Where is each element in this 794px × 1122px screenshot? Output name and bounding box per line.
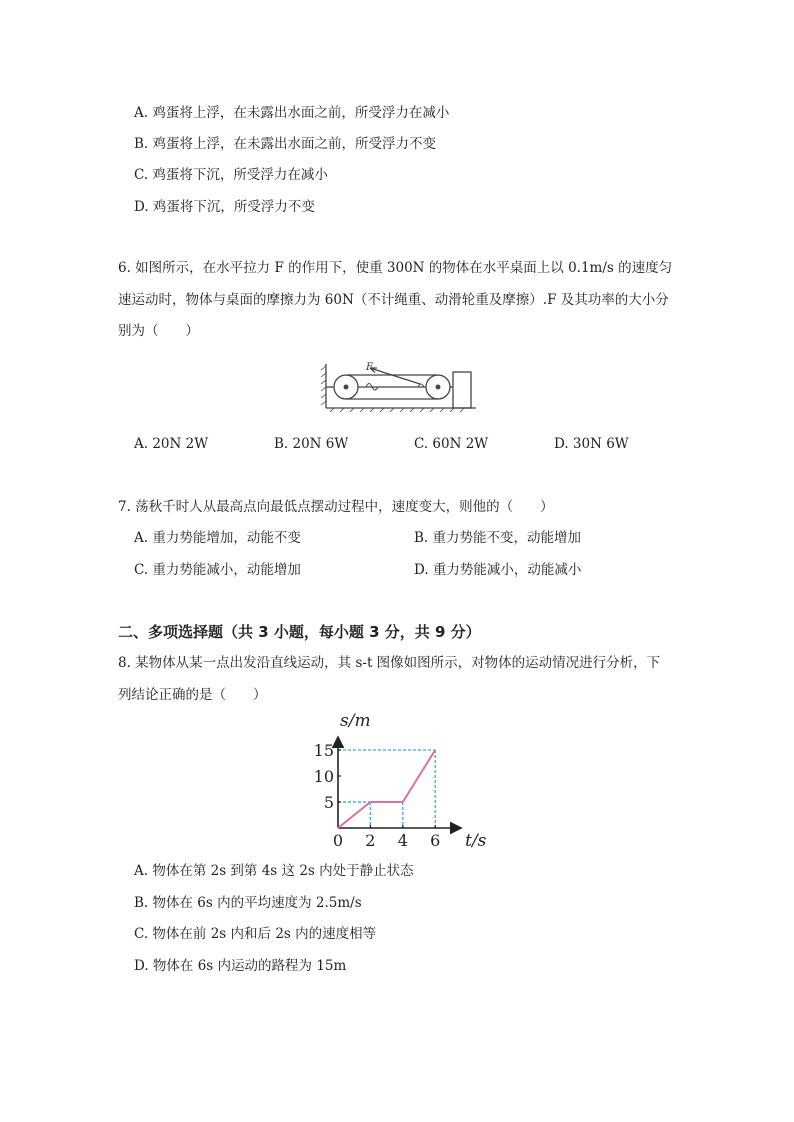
q6-stem-line-1: 6. 如图所示，在水平拉力 F 的作用下，使重 300N 的物体在水平桌面上以 0.1m/s 的速度匀 <box>118 260 673 276</box>
x-tick-label: 4 <box>397 831 408 850</box>
q8-option-c: C. 物体在前 2s 内和后 2s 内的速度相等 <box>134 926 377 942</box>
y-tick-label: 15 <box>313 741 334 760</box>
x-tick-label: 6 <box>430 831 441 850</box>
q8-stem-line-1: 8. 某物体从某一点出发沿直线运动，其 s-t 图像如图所示，对物体的运动情况进行分析，下 <box>118 655 661 671</box>
block <box>453 372 471 408</box>
q5-option-a: A. 鸡蛋将上浮，在未露出水面之前，所受浮力在减小 <box>134 105 450 121</box>
q6-option-b: B. 20N 6W <box>274 436 349 452</box>
q6-stem-line-3: 别为（ ） <box>118 323 199 339</box>
st-chart <box>300 708 500 856</box>
force-label: F <box>366 362 373 373</box>
series-segment <box>403 750 435 802</box>
q6-option-c: C. 60N 2W <box>414 436 489 452</box>
q6-stem-line-2: 速运动时，物体与桌面的摩擦力为 60N（不计绳重、动滑轮重及摩擦）.F 及其功率的大小分 <box>118 292 669 308</box>
q7-option-a: A. 重力势能增加，动能不变 <box>134 530 301 546</box>
q6-option-a: A. 20N 2W <box>134 436 209 452</box>
x-axis-label: t/s <box>465 831 487 851</box>
y-tick-label: 5 <box>323 793 334 812</box>
force-arrow <box>370 368 420 384</box>
q7-option-b: B. 重力势能不变，动能增加 <box>414 530 582 546</box>
x-tick-label: 0 <box>332 831 344 850</box>
q7-option-c: C. 重力势能减小，动能增加 <box>134 562 301 578</box>
section-heading: 二、多项选择题（共 3 小题，每小题 3 分，共 9 分） <box>118 623 481 641</box>
q5-option-c: C. 鸡蛋将下沉，所受浮力在减小 <box>134 167 328 183</box>
q5-option-b: B. 鸡蛋将上浮，在未露出水面之前，所受浮力不变 <box>134 136 437 152</box>
q7-stem: 7. 荡秋千时人从最高点向最低点摆动过程中，速度变大，则他的（ ） <box>118 499 554 515</box>
q8-stem-line-2: 列结论正确的是（ ） <box>118 687 267 703</box>
wall-hatching <box>321 366 326 405</box>
y-tick-label: 10 <box>313 767 334 786</box>
q5-option-d: D. 鸡蛋将下沉，所受浮力不变 <box>134 199 315 215</box>
q8-option-a: A. 物体在第 2s 到第 4s 这 2s 内处于静止状态 <box>134 863 414 879</box>
q8-option-b: B. 物体在 6s 内的平均速度为 2.5m/s <box>134 895 362 911</box>
y-axis-label: s/m <box>340 711 371 731</box>
q6-option-d: D. 30N 6W <box>554 436 629 452</box>
q8-option-d: D. 物体在 6s 内运动的路程为 15m <box>134 958 347 974</box>
q7-option-d: D. 重力势能减小，动能减小 <box>414 562 582 578</box>
series-segment <box>338 802 370 828</box>
x-tick-label: 2 <box>365 831 376 850</box>
pulley-figure <box>320 360 480 412</box>
